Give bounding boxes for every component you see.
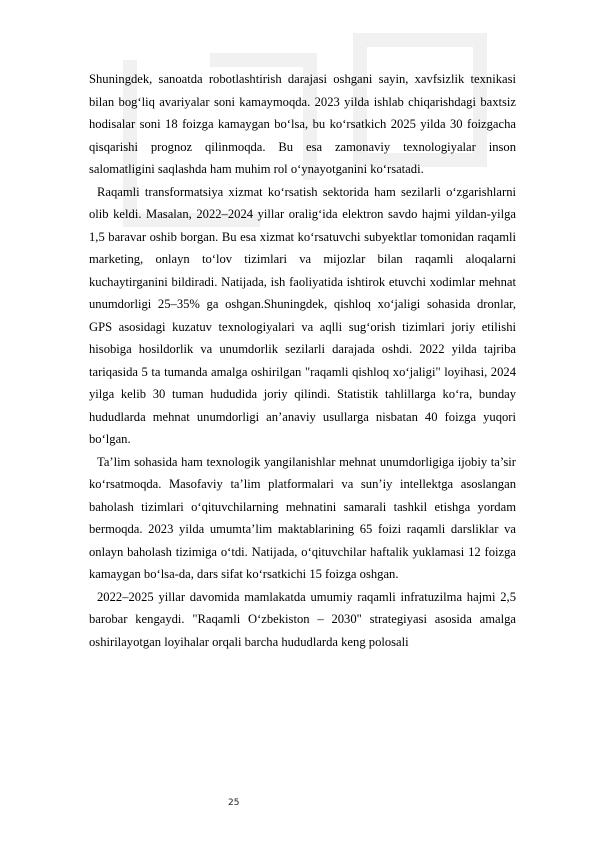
paragraph-2: Raqamli transformatsiya xizmat ko‘rsatish sektorida ham sezilarli o‘zgarishlarni olib keldi. Masalan, 2022–2024 yillar oralig‘ida elektron savdo hajmi yildan-yilga 1,5 baravar oshib borgan. Bu esa xizmat ko‘rsatuvchi subyektlar tomonidan raqamli marketing, onlayn to‘lov tizimlari va mijozlar bilan raqamli aloqalarni kuchaytirganini bildiradi. Natijada, ish faoliyatida ishtirok etuvchi xodimlar mehnat unumdorligi 25–35% ga oshgan.Shuningdek, qishloq xo‘jaligi sohasida dronlar, GPS asosidagi kuzatuv texnologiyalari va aqlli sug‘orish tizimlari joriy etilishi hisobiga hosildorlik va unumdorlik sezilarli darajada oshdi. 2022 yilda tajriba tariqasida 5 ta tumanda amalga oshirilgan "raqamli qishloq xo‘jaligi" loyihasi, 2024 yilga kelib 30 tuman hududida joriy qilindi. Statistik tahlillarga ko‘ra, bunday hududlarda mehnat unumdorligi an’anaviy usullarga nisbatan 40 foizga yuqori bo‘lgan.: [89, 184, 516, 446]
paragraph-4: 2022–2025 yillar davomida mamlakatda umumiy raqamli infratuzilma hajmi 2,5 barobar kengaydi. "Raqamli O‘zbekiston – 2030" strategiyasi asosida amalga oshirilayotgan loyihalar orqali barcha hududlarda keng polosali: [89, 589, 516, 649]
body-text: [89, 68, 516, 653]
paragraph-1: Shuningdek, sanoatda robotlashtirish darajasi oshgani sayin, xavfsizlik texnikasi bilan bog‘liq avariyalar soni kamaymoqda. 2023 yilda ishlab chiqarishdagi baxtsiz hodisalar soni 18 foizga kamaygan bo‘lsa, bu ko‘rsatkich 2025 yilda 30 foizgacha qisqarishi prognoz qilinmoqda. Bu esa zamonaviy texnologiyalar inson salomatligini saqlashda ham muhim rol o‘ynayotganini ko‘rsatadi.: [89, 72, 516, 176]
paragraph-3: Ta’lim sohasida ham texnologik yangilanishlar mehnat unumdorligiga ijobiy ta’sir ko‘rsatmoqda. Masofaviy ta’lim platformalari va sun’iy intellektga asoslangan baholash tizimlari o‘qituvchilarning mehnatini samarali tashkil etishga yordam bermoqda. 2023 yilda umumta’lim maktablarining 65 foizi raqamli darsliklar va onlayn baholash tizimiga o‘tdi. Natijada, o‘qituvchilar haftalik yuklamasi 12 foizga kamaygan bo‘lsa-da, dars sifat ko‘rsatkichi 15 foizga oshgan.: [89, 454, 516, 581]
page-number: 25: [228, 798, 240, 808]
